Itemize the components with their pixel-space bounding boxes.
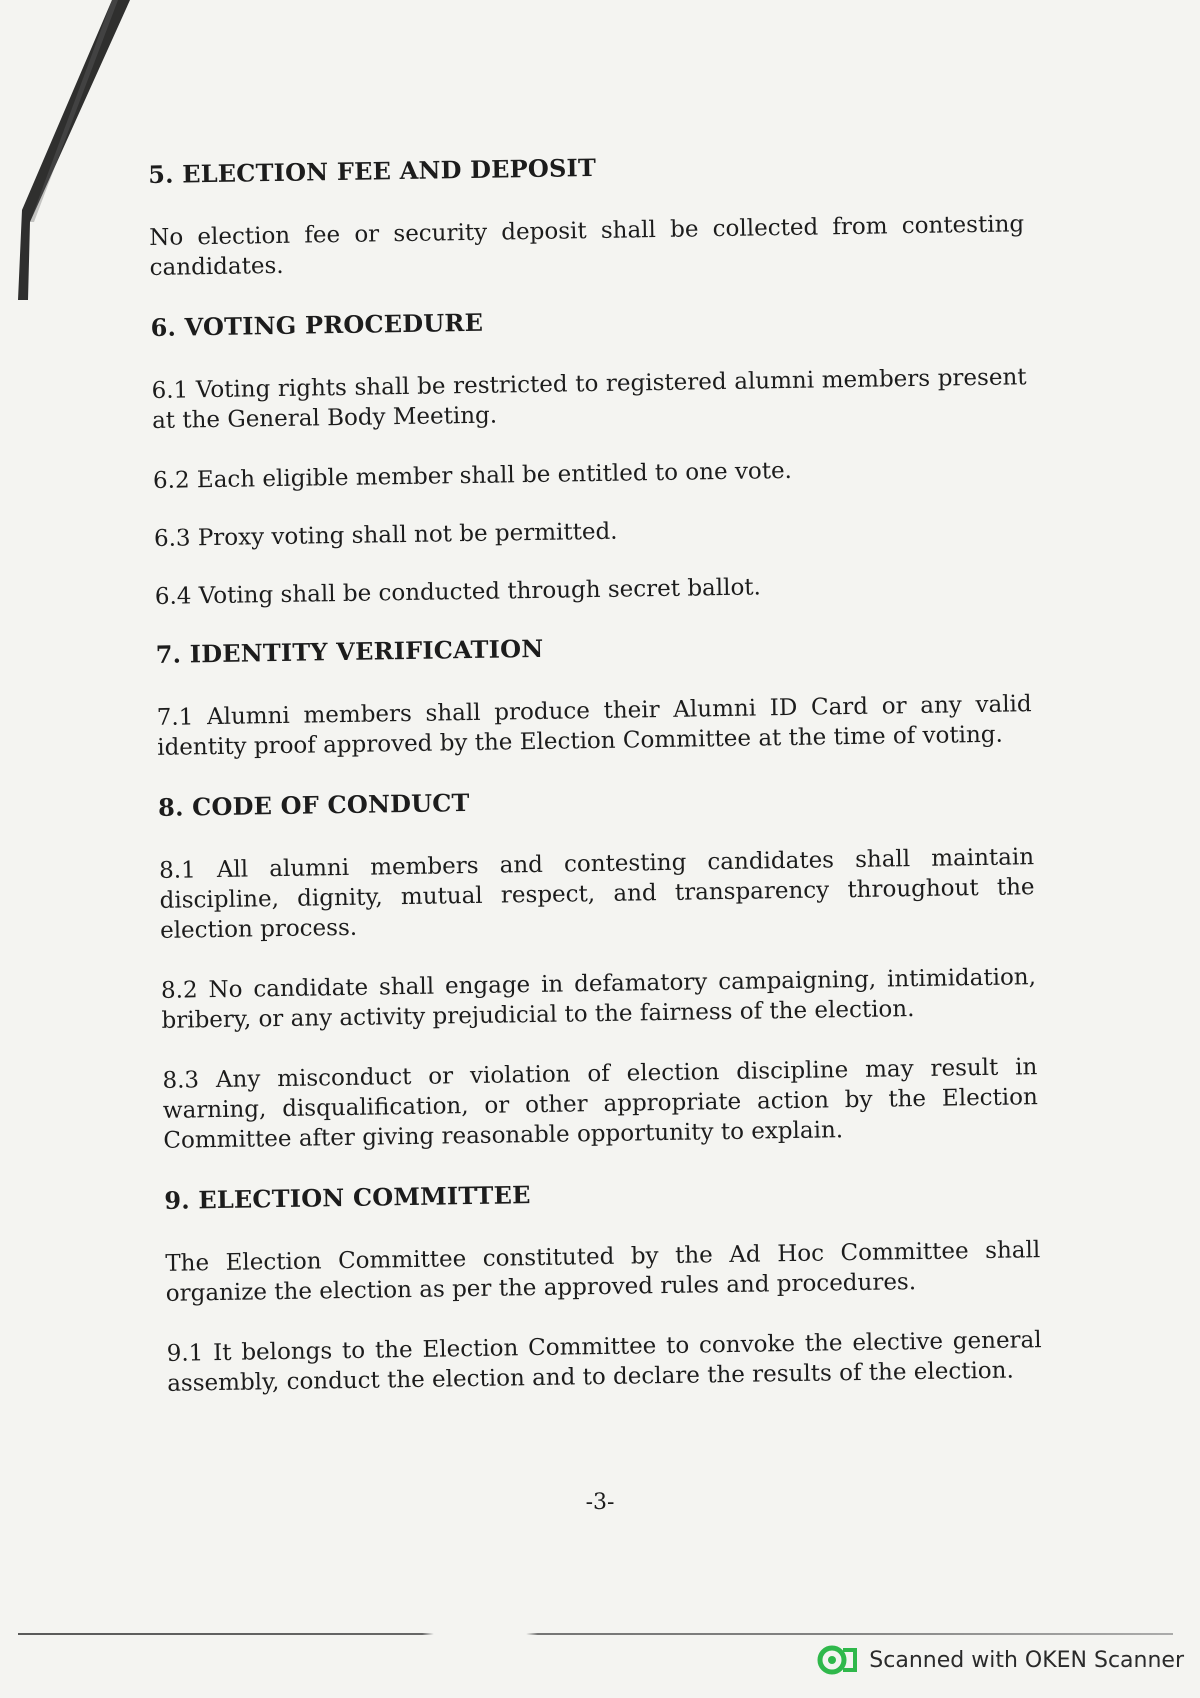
section-identity-verification (156, 626, 1033, 763)
clause-8-2: 8.2 No candidate shall engage in defamatory campaigning, intimidation, bribery, or any activity prejudicial to the fairness of the election. (160, 964, 1037, 1034)
scanner-watermark-text: Scanned with OKEN Scanner (869, 1647, 1184, 1673)
clause-8-1: 8.1 All alumni members and contesting candidates shall maintain discipline, dignity, mutual respect, and transparency throughout the election process. (158, 844, 1035, 944)
clause-9-1: 9.1 It belongs to the Election Committee to convoke the elective general assembly, conduct the election and to declare the results of the election. (166, 1327, 1042, 1397)
scan-bottom-edge (18, 1633, 1173, 1635)
clause-6-1: 6.1 Voting rights shall be restricted to registered alumni members present at the General Body Meeting. (151, 364, 1027, 434)
paragraph: The Election Committee constituted by the Ad Hoc Committee shall organize the election as per the approved rules and procedures. (165, 1237, 1041, 1307)
section-code-of-conduct (158, 779, 1039, 1156)
clause-6-3: 6.3 Proxy voting shall not be permitted. (153, 518, 618, 552)
page-number: -3- (585, 1490, 615, 1515)
clause-6-4: 6.4 Voting shall be conducted through secret ballot. (154, 574, 762, 610)
clause-8-3: 8.3 Any misconduct or violation of election discipline may result in warning, disqualification, or other appropriate action by the Election Committee after giving reasonable opportunity to explain. (162, 1054, 1039, 1154)
paragraph: No election fee or security deposit shall be collected from contesting candidates. (149, 211, 1025, 281)
section-election-fee (148, 146, 1025, 283)
section-election-committee (164, 1172, 1042, 1399)
section-heading: 6. VOTING PROCEDURE (150, 307, 484, 342)
section-heading: 8. CODE OF CONDUCT (157, 788, 470, 822)
oken-scanner-logo-icon (817, 1644, 857, 1676)
scanner-watermark (817, 1644, 1184, 1676)
clause-7-1: 7.1 Alumni members shall produce their Alumni ID Card or any valid identity proof approved by the Election Committee at the time of voting. (156, 691, 1032, 761)
section-heading: 7. IDENTITY VERIFICATION (155, 633, 544, 669)
section-voting-procedure (150, 299, 1030, 612)
document-body (148, 146, 1043, 1429)
section-heading: 9. ELECTION COMMITTEE (164, 1180, 531, 1215)
clause-6-2: 6.2 Each eligible member shall be entitled to one vote. (152, 457, 793, 494)
section-heading: 5. ELECTION FEE AND DEPOSIT (148, 152, 597, 189)
